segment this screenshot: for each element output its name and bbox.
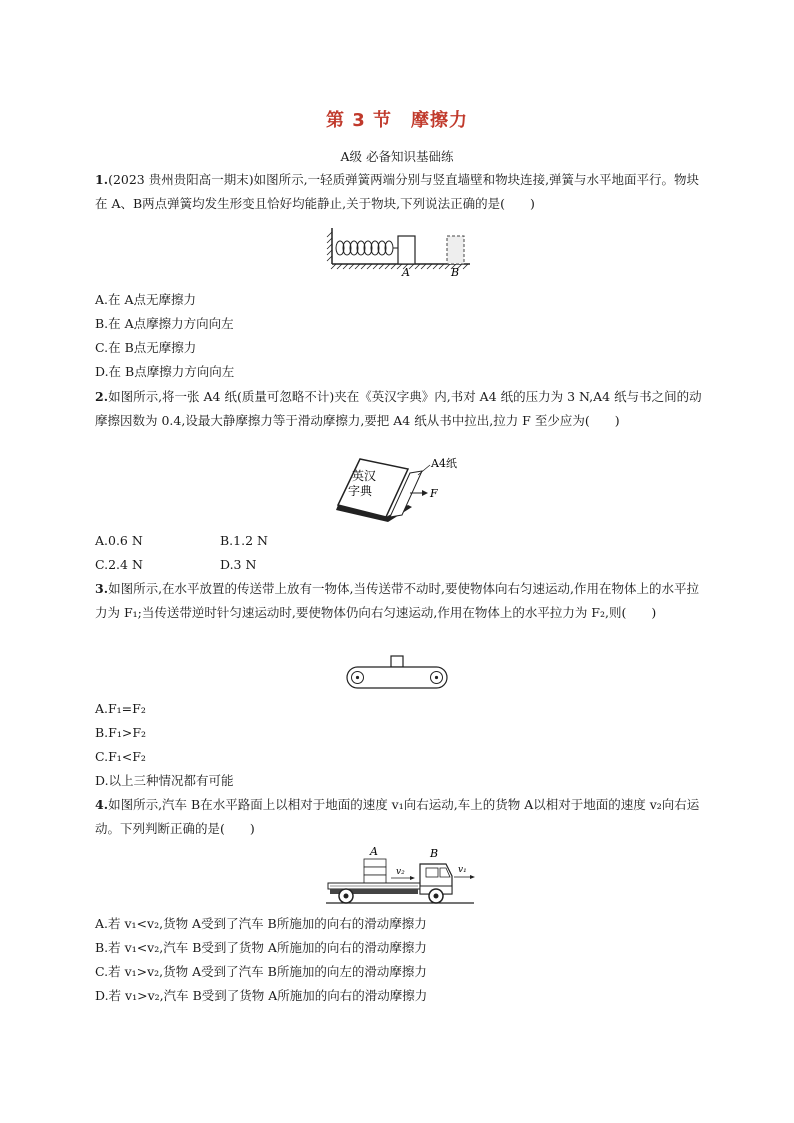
q1-option-b[interactable]: B.在 A点摩擦力方向向左 — [95, 316, 234, 331]
q1-option-d[interactable]: D.在 B点摩擦力方向向左 — [95, 364, 235, 379]
force-f-label: F — [430, 487, 438, 500]
v2-label: v₂ — [396, 867, 405, 877]
q2-option-b[interactable]: B.1.2 N — [220, 533, 268, 548]
question-4-stem: 4.如图所示,汽车 B在水平路面上以相对于地面的速度 v₁向右运动,车上的货物 A以相对于地面的速度 v₂向右运动。下列判断正确的是( ) — [95, 797, 700, 836]
point-b-label: B — [451, 266, 460, 278]
question-3-stem: 3.如图所示,在水平放置的传送带上放有一物体,当传送带不动时,要使物体向右匀速运动,作用在物体上的水平拉力为 F₁;当传送带逆时针匀速运动时,要使物体仍向右匀速运动,作用在物体上的水平拉力为 F₂,则( ) — [95, 581, 699, 620]
q3-option-a[interactable]: A.F₁=F₂ — [95, 701, 146, 716]
question-2-stem: 2.如图所示,将一张 A4 纸(质量可忽略不计)夹在《英汉字典》内,书对 A4 纸的压力为 3 N,A4 纸与书之间的动摩擦因数为 0.4,设最大静摩擦力等于滑动摩擦力,要把 A4 纸从书中拉出,拉力 F 至少应为( ) — [95, 389, 702, 428]
truck-cargo-figure — [324, 842, 484, 908]
section-title: 第 3 节 摩擦力 — [325, 110, 469, 131]
question-1-stem: 1.(2023 贵州贵阳高一期末)如图所示,一轻质弹簧两端分别与竖直墙壁和物块连接,弹簧与水平地面平行。物块在 A、B两点弹簧均发生形变且恰好均能静止,关于物块,下列说法正确的是( ) — [95, 172, 700, 211]
point-a-label: A — [402, 266, 410, 278]
spring-block-figure — [322, 226, 472, 278]
q2-option-a[interactable]: A.0.6 N — [95, 533, 143, 548]
q1-option-a[interactable]: A.在 A点无摩擦力 — [95, 292, 197, 307]
q3-option-d[interactable]: D.以上三种情况都有可能 — [95, 773, 234, 788]
section-subtitle: A级 必备知识基础练 — [340, 149, 454, 164]
v1-label: v₁ — [458, 865, 467, 875]
truck-b-label: B — [430, 847, 439, 860]
book-title-line2: 字典 — [348, 484, 373, 498]
a4-paper-label: A4纸 — [431, 457, 457, 470]
q1-option-c[interactable]: C.在 B点无摩擦力 — [95, 340, 197, 355]
book-title-line1: 英汉 — [352, 469, 377, 483]
q4-option-b[interactable]: B.若 v₁<v₂,汽车 B受到了货物 A所施加的向右的滑动摩擦力 — [95, 940, 427, 955]
q2-option-c[interactable]: C.2.4 N — [95, 557, 143, 572]
q2-option-d[interactable]: D.3 N — [220, 557, 257, 572]
cargo-a-label: A — [370, 845, 378, 858]
dictionary-figure — [330, 455, 470, 527]
q4-option-c[interactable]: C.若 v₁>v₂,货物 A受到了汽车 B所施加的向左的滑动摩擦力 — [95, 964, 427, 979]
q4-option-a[interactable]: A.若 v₁<v₂,货物 A受到了汽车 B所施加的向右的滑动摩擦力 — [95, 916, 427, 931]
q4-option-d[interactable]: D.若 v₁>v₂,汽车 B受到了货物 A所施加的向右的滑动摩擦力 — [95, 988, 428, 1003]
q3-option-b[interactable]: B.F₁>F₂ — [95, 725, 147, 740]
q3-option-c[interactable]: C.F₁<F₂ — [95, 749, 146, 764]
conveyor-belt-figure — [344, 654, 450, 692]
